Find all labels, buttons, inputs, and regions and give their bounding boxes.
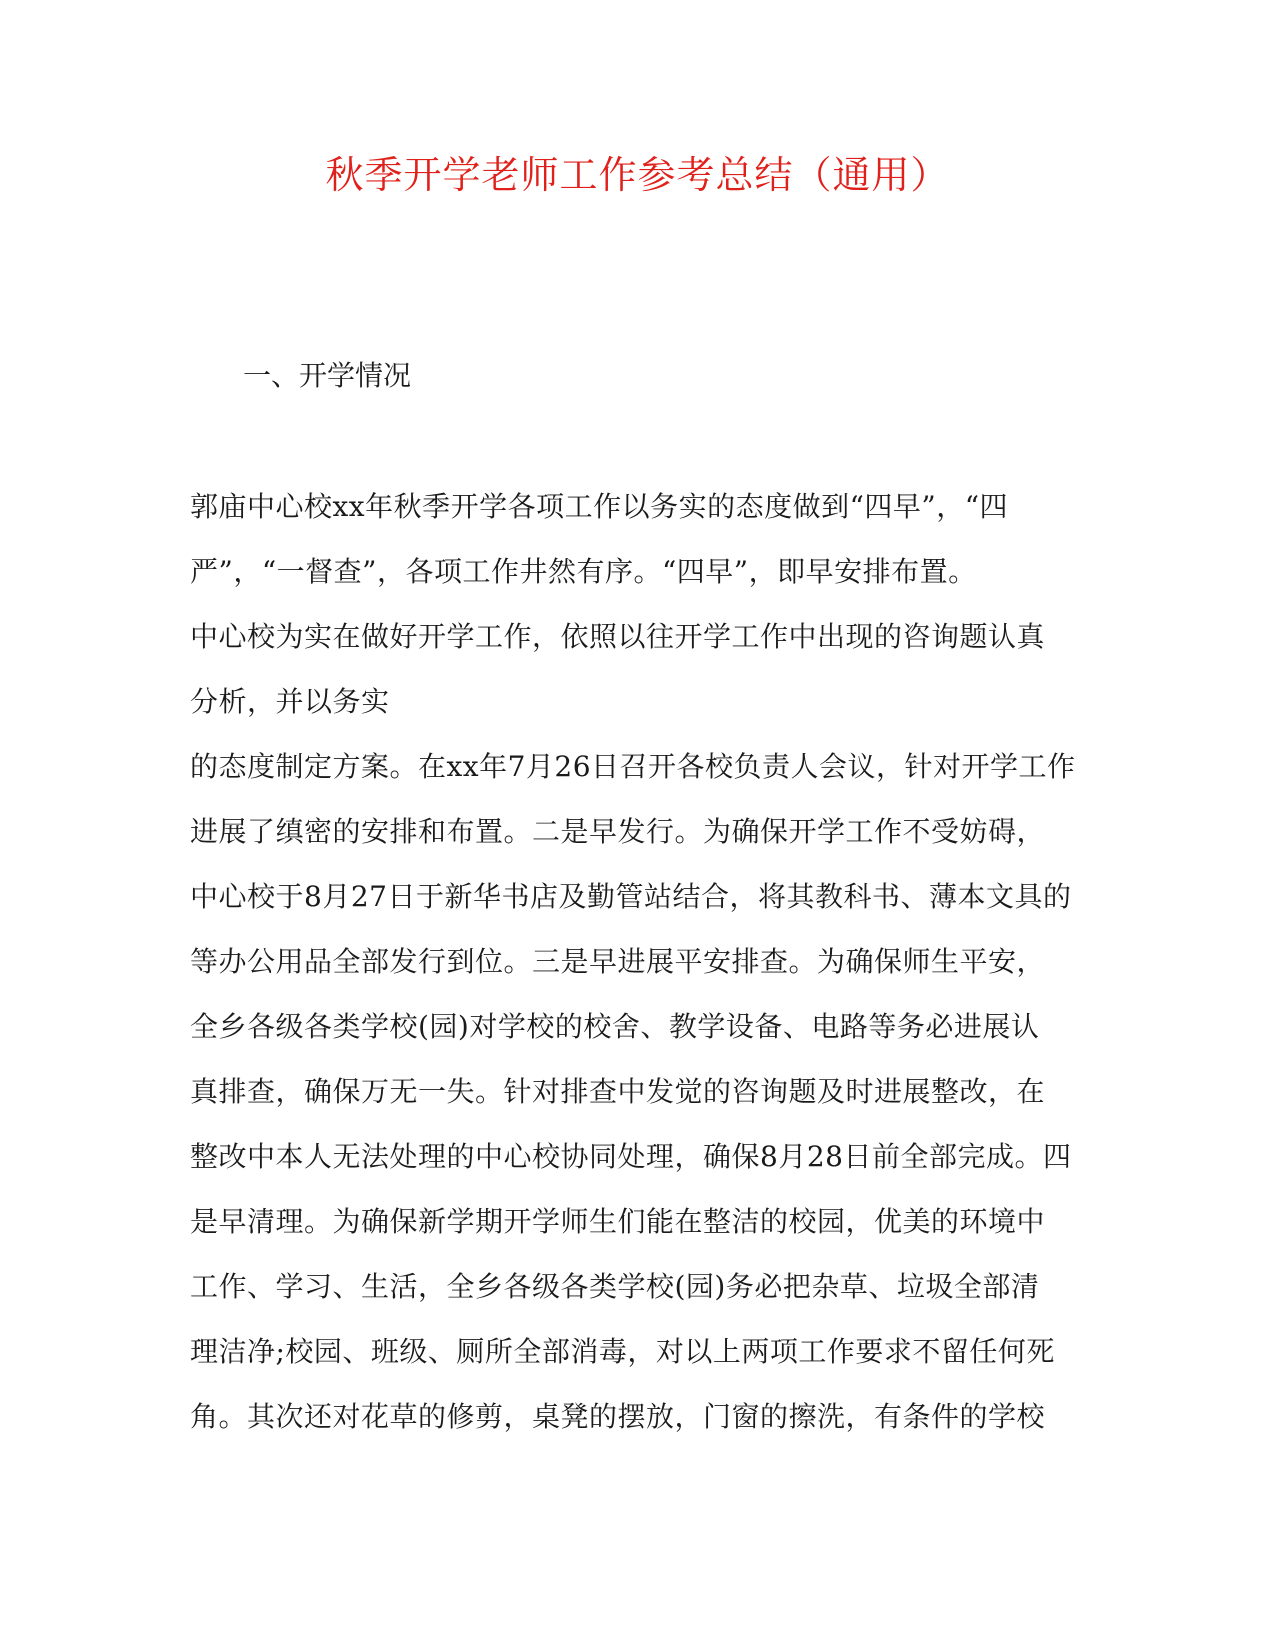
body-line: 工作、学习、生活，全乡各级各类学校(园)务必把杂草、垃圾全部清	[190, 1270, 1040, 1303]
body-line: 全乡各级各类学校(园)对学校的校舍、教学设备、电路等务必进展认	[190, 1010, 1040, 1043]
body-text	[190, 487, 1090, 1462]
body-line: 分析，并以务实	[190, 685, 390, 718]
body-line: 是早清理。为确保新学期开学师生们能在整洁的校园，优美的环境中	[190, 1205, 1046, 1238]
body-line: 进展了缜密的安排和布置。二是早发行。为确保开学工作不受妨碍，	[190, 815, 1046, 848]
body-line: 等办公用品全部发行到位。三是早进展平安排查。为确保师生平安，	[190, 945, 1046, 978]
section-heading: 一、开学情况	[243, 359, 412, 392]
body-line: 真排查，确保万无一失。针对排查中发觉的咨询题及时进展整改，在	[190, 1075, 1046, 1108]
body-line: 的态度制定方案。在xx年7月26日召开各校负责人会议，针对开学工作	[190, 750, 1076, 783]
body-line: 理洁净;校园、班级、厕所全部消毒，对以上两项工作要求不留任何死	[190, 1335, 1055, 1368]
body-line: 严”，“一督查”，各项工作井然有序。“四早”，即早安排布置。	[190, 555, 977, 588]
body-line: 角。其次还对花草的修剪，桌凳的摆放，门窗的擦洗，有条件的学校	[190, 1400, 1046, 1433]
body-line: 郭庙中心校xx年秋季开学各项工作以务实的态度做到“四早”，“四	[190, 490, 1009, 523]
body-line: 中心校于8月27日于新华书店及勤管站结合，将其教科书、薄本文具的	[190, 880, 1072, 913]
body-line: 整改中本人无法处理的中心校协同处理，确保8月28日前全部完成。四	[190, 1140, 1072, 1173]
document-title: 秋季开学老师工作参考总结（通用）	[325, 153, 950, 197]
body-line: 中心校为实在做好开学工作，依照以往开学工作中出现的咨询题认真	[190, 620, 1046, 653]
